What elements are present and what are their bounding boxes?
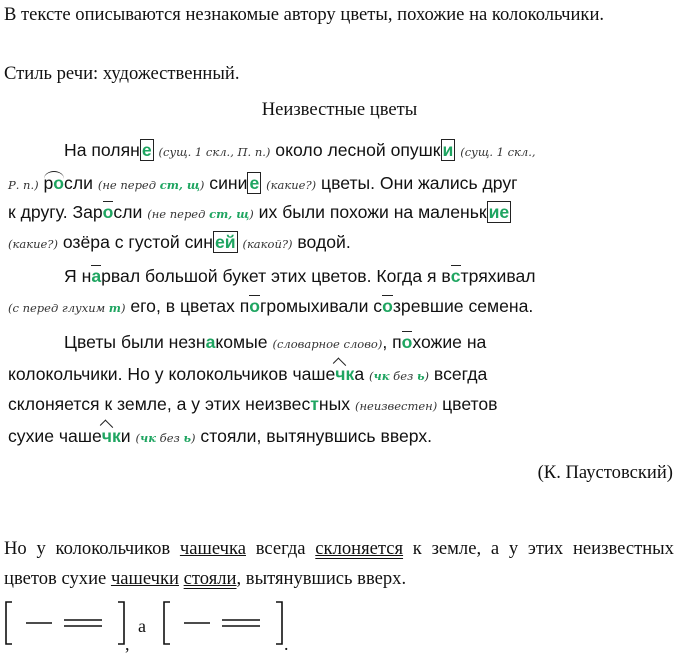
scheme-comma: , <box>125 634 130 654</box>
sentence-scheme <box>4 598 304 654</box>
subject-2: чашечки <box>110 568 179 589</box>
right-bracket-2 <box>276 602 282 644</box>
predicate-1: склоняется <box>315 538 404 559</box>
speech-style: Стиль речи: художественный. <box>4 63 240 84</box>
p1-line3: к другу. Заросли (не перед ст, щ) их были похожи на маленьк ие <box>8 202 510 222</box>
p2-line2: (с перед глухим т) его, в цветах погромыхивали созревшие семена. <box>8 296 534 316</box>
text-title: Неизвестные цветы <box>261 99 418 120</box>
scheme-conjunction: а <box>138 616 146 636</box>
p1-line2: Р. п.) росли (не перед ст, щ) сини е (какие?) цветы. Они жались друг <box>8 173 518 193</box>
scheme-period: . <box>284 634 289 654</box>
right-bracket-1 <box>118 602 124 644</box>
p1-line1: На полян е (сущ. 1 скл., П. п.) около лесной опушк и (сущ. 1 скл., <box>64 140 536 160</box>
p3-line4: сухие чашечки (чк без ь) стояли, вытянувшись вверх. <box>8 426 433 446</box>
scheme-diagram <box>4 598 304 654</box>
task-statement: В тексте описываются незнакомые автору цветы, похожие на колокольчики. <box>4 4 605 25</box>
left-bracket-1 <box>6 602 12 644</box>
p3-line1: Цветы были незнакомые (словарное слово), похожие на <box>64 332 487 352</box>
predicate-2: стояли <box>183 568 237 589</box>
author: (К. Паустовский) <box>537 462 673 483</box>
p2-line1: Я нарвал большой букет этих цветов. Когда я встряхивал <box>64 266 536 286</box>
left-bracket-2 <box>164 602 170 644</box>
analysed-sentence: Но у колокольчиков чашечка всегда склоняется к земле, а у этих неизвестных цветов сухие чашечки стояли, вытянувшись вверх. <box>4 538 674 589</box>
p1-line4: (какие?) озёра с густой син ей (какой?) водой. <box>8 232 351 252</box>
p3-line2: колокольчики. Но у колокольчиков чашечка (чк без ь) всегда <box>8 364 488 384</box>
p3-line3: склоняется к земле, а у этих неизвестных (неизвестен) цветов <box>8 394 498 414</box>
subject-1: чашечка <box>179 538 246 559</box>
